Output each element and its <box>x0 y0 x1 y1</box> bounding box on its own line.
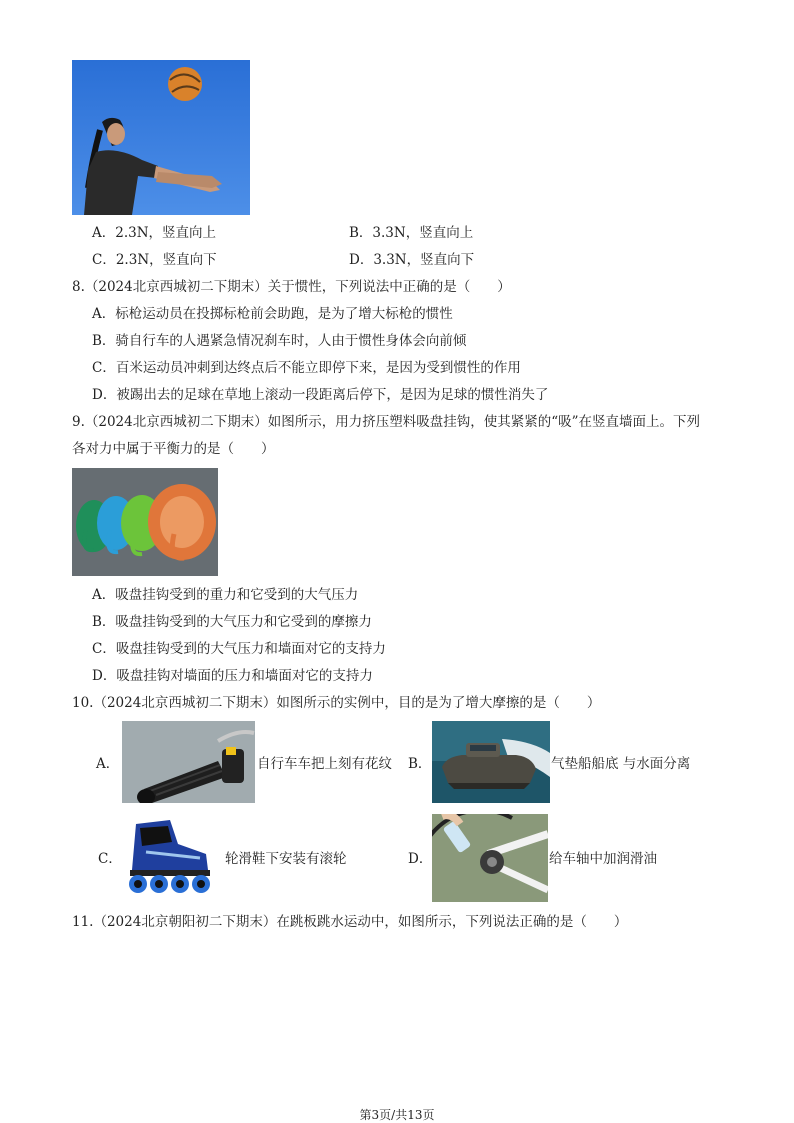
q9-stem-line2: 各对力中属于平衡力的是（ ） <box>72 441 275 457</box>
q10-option-c-text: 轮滑鞋下安装有滚轮 <box>225 851 347 867</box>
q8-option-d: D．被踢出去的足球在草地上滚动一段距离后停下，是因为足球的惯性消失了 <box>92 387 549 403</box>
q7-option-b: B．3.3N，竖直向上 <box>349 225 474 241</box>
roller-skate-figure <box>122 814 220 896</box>
q10-option-d-label: D． <box>408 851 433 867</box>
q9-stem-line1: 9.（2024北京西城初二下期末）如图所示，用力挤压塑料吸盘挂钩，使其紧紧的“吸”在竖直墙面上。下列 <box>72 414 701 430</box>
q7-option-c: C．2.3N，竖直向下 <box>92 252 217 268</box>
q8-option-c: C．百米运动员冲刺到达终点后不能立即停下来，是因为受到惯性的作用 <box>92 360 521 376</box>
hovercraft-figure <box>432 721 550 803</box>
q10-option-b-text: 气垫船船底 与水面分离 <box>551 756 691 772</box>
q8-option-a: A．标枪运动员在投掷标枪前会助跑，是为了增大标枪的惯性 <box>92 306 453 322</box>
suction-hooks-figure <box>72 468 218 576</box>
q9-option-c: C．吸盘挂钩受到的大气压力和墙面对它的支持力 <box>92 641 386 657</box>
bike-handle-figure <box>122 721 255 803</box>
volleyball-figure <box>72 60 250 215</box>
q10-option-d-text: 给车轴中加润滑油 <box>549 851 657 867</box>
q10-stem: 10.（2024北京西城初二下期末）如图所示的实例中，目的是为了增大摩擦的是（ ） <box>72 695 601 711</box>
q9-option-a: A．吸盘挂钩受到的重力和它受到的大气压力 <box>92 587 359 603</box>
q10-option-a-text: 自行车车把上刻有花纹 <box>257 756 392 772</box>
q7-option-d: D．3.3N，竖直向下 <box>349 252 475 268</box>
q11-stem: 11.（2024北京朝阳初二下期末）在跳板跳水运动中，如图所示，下列说法正确的是（ ） <box>72 914 628 930</box>
q10-option-b-label: B． <box>408 756 432 772</box>
q8-stem: 8.（2024北京西城初二下期末）关于惯性，下列说法中正确的是（ ） <box>72 279 511 295</box>
q7-option-a: A．2.3N，竖直向上 <box>92 225 217 241</box>
q10-option-a-label: A． <box>96 756 120 772</box>
q10-option-c-label: C． <box>98 851 122 867</box>
q9-option-b: B．吸盘挂钩受到的大气压力和它受到的摩擦力 <box>92 614 372 630</box>
page-number: 第3页/共13页 <box>359 1108 435 1122</box>
q9-option-d: D．吸盘挂钩对墙面的压力和墙面对它的支持力 <box>92 668 373 684</box>
bike-axle-oil-figure <box>432 814 548 902</box>
q8-option-b: B．骑自行车的人遇紧急情况刹车时，人由于惯性身体会向前倾 <box>92 333 467 349</box>
